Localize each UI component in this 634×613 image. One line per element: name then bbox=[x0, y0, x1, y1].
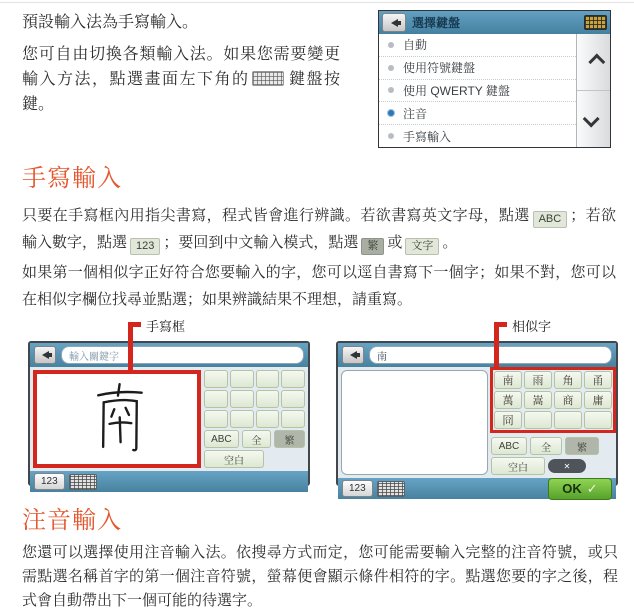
device-screenshot-handwriting bbox=[28, 341, 310, 486]
scroll-down-button[interactable] bbox=[577, 91, 610, 147]
keyboard-options-list bbox=[379, 34, 576, 147]
backspace-x-icon: ✕ bbox=[563, 461, 571, 471]
123-button-inline: 123 bbox=[130, 238, 160, 255]
intro-text-2b: 鍵盤按鍵。 bbox=[22, 71, 340, 113]
numeric-mode-button[interactable]: 123 bbox=[342, 480, 373, 497]
quan-mode-button[interactable]: 全 bbox=[242, 430, 271, 448]
chevron-down-icon bbox=[582, 111, 599, 128]
device-bottombar bbox=[338, 478, 616, 499]
keyboard-icon[interactable] bbox=[584, 15, 607, 30]
intro-text-1: 預設輸入法為手寫輸入。 bbox=[22, 14, 199, 31]
intro-paragraph-2 bbox=[22, 42, 340, 117]
radio-icon bbox=[388, 42, 394, 48]
handwriting-box[interactable] bbox=[33, 370, 201, 468]
candidate-cell[interactable] bbox=[281, 390, 305, 408]
dialog-title: 選擇鍵盤 bbox=[412, 16, 461, 30]
radio-icon bbox=[388, 87, 394, 93]
back-button[interactable] bbox=[342, 346, 364, 364]
candidate-cell[interactable] bbox=[204, 410, 228, 428]
back-button[interactable] bbox=[382, 13, 406, 32]
wenzi-button-inline: 文字 bbox=[405, 238, 439, 255]
candidate-cell[interactable] bbox=[230, 410, 254, 428]
candidate-grid bbox=[490, 367, 616, 433]
search-input[interactable]: 南 bbox=[369, 346, 612, 364]
option-zhuyin[interactable] bbox=[379, 102, 576, 125]
candidate-cell[interactable] bbox=[524, 411, 552, 429]
intro-paragraph-1 bbox=[22, 10, 340, 35]
candidate-cell[interactable]: 甬 bbox=[584, 371, 612, 389]
candidate-cell[interactable] bbox=[256, 370, 280, 388]
section-heading-zhuyin: 注音輸入 bbox=[22, 507, 122, 534]
numeric-mode-button[interactable]: 123 bbox=[34, 473, 65, 490]
candidate-cell[interactable] bbox=[554, 411, 582, 429]
candidate-cell[interactable] bbox=[230, 390, 254, 408]
callout-line bbox=[128, 322, 133, 370]
handwriting-paragraph-1: 只要在手寫框內用指尖書寫，程式皆會進行辨識。若欲書寫英文字母，點選 ABC ；若欲輸入數字，點選 123 ；要回到中文輸入模式，點選 繁 或 文字 。 bbox=[22, 203, 616, 257]
dialog-titlebar bbox=[379, 11, 610, 34]
candidate-cell[interactable]: 商 bbox=[554, 391, 582, 409]
device-body bbox=[338, 367, 616, 478]
scrollbar bbox=[576, 34, 610, 147]
candidate-cell[interactable] bbox=[256, 410, 280, 428]
abc-mode-button[interactable]: ABC bbox=[204, 430, 239, 448]
candidate-cell[interactable]: 萬 bbox=[494, 391, 522, 409]
candidate-cell[interactable] bbox=[281, 370, 305, 388]
candidate-cell[interactable] bbox=[204, 390, 228, 408]
handwriting-paragraph-2: 如果第一個相似字正好符合您要輸入的字，您可以逕自書寫下一個字；如果不對，您可以在相似字欄位找尋並點選；如果辨識結果不理想，請重寫。 bbox=[22, 265, 616, 308]
candidate-cell[interactable]: 嵩 bbox=[524, 391, 552, 409]
zhuyin-paragraph: 您還可以選擇使用注音輸入法。依搜尋方式而定，您可能需要輸入完整的注音符號，或只需點選名稱首字的第一個注音符號，螢幕便會顯示條件相符的字。點選您要的字之後，程式會自動帶出下一個可能的待選字。 bbox=[22, 545, 618, 609]
fan-button-inline: 繁 bbox=[361, 238, 384, 255]
device-bottombar bbox=[30, 471, 308, 492]
search-input[interactable]: 輸入關鍵字 bbox=[61, 346, 304, 364]
check-icon: ✓ bbox=[586, 480, 598, 496]
abc-mode-button[interactable]: ABC bbox=[491, 437, 527, 455]
keyboard-toggle-icon[interactable] bbox=[377, 481, 405, 497]
callout-label-handwriting-box: 手寫框 bbox=[146, 319, 186, 334]
back-button[interactable] bbox=[34, 346, 56, 364]
keyboard-toggle-icon[interactable] bbox=[69, 474, 97, 490]
device-body bbox=[30, 367, 308, 471]
space-button[interactable]: 空白 bbox=[204, 450, 264, 468]
scroll-up-button[interactable] bbox=[577, 34, 610, 91]
candidate-cell[interactable]: 雨 bbox=[524, 371, 552, 389]
radio-icon bbox=[388, 133, 394, 139]
device-screenshot-similar-chars bbox=[336, 341, 618, 496]
device-titlebar bbox=[30, 343, 308, 367]
candidate-cell[interactable]: 庸 bbox=[584, 391, 612, 409]
candidate-cell[interactable]: 南 bbox=[494, 371, 522, 389]
option-label: 使用 QWERTY 鍵盤 bbox=[403, 83, 510, 98]
callout-label-similar-chars: 相似字 bbox=[512, 319, 552, 334]
candidate-cell[interactable] bbox=[584, 411, 612, 429]
candidate-cell[interactable]: 角 bbox=[554, 371, 582, 389]
candidate-cell[interactable] bbox=[256, 390, 280, 408]
option-label: 使用符號鍵盤 bbox=[403, 61, 476, 76]
intro-text-2a: 您可自由切換各類輸入法。如果您需要變更輸入方法，點選畫面左下角的 bbox=[22, 46, 340, 88]
space-button[interactable]: 空白 bbox=[491, 457, 545, 475]
candidate-cell[interactable]: 冏 bbox=[494, 411, 522, 429]
ok-button[interactable]: OK ✓ bbox=[548, 478, 612, 500]
option-symbol-keyboard[interactable] bbox=[379, 57, 576, 80]
callout-line bbox=[494, 322, 499, 370]
candidate-cell[interactable] bbox=[281, 410, 305, 428]
candidate-cell[interactable] bbox=[204, 370, 228, 388]
fan-mode-button[interactable]: 繁 bbox=[565, 437, 599, 455]
quan-mode-button[interactable]: 全 bbox=[530, 437, 562, 455]
option-handwriting[interactable] bbox=[379, 125, 576, 147]
option-label: 注音 bbox=[403, 106, 428, 121]
handwritten-character-nan bbox=[74, 376, 166, 462]
device-titlebar bbox=[338, 343, 616, 367]
option-qwerty-keyboard[interactable] bbox=[379, 80, 576, 103]
option-label: 自動 bbox=[403, 38, 428, 53]
section-heading-handwriting: 手寫輸入 bbox=[22, 165, 122, 192]
radio-selected-icon bbox=[388, 110, 394, 116]
option-auto[interactable] bbox=[379, 34, 576, 57]
radio-icon bbox=[388, 65, 394, 71]
handwriting-box[interactable] bbox=[341, 370, 488, 475]
chevron-up-icon bbox=[588, 54, 605, 71]
abc-button-inline: ABC bbox=[533, 211, 568, 228]
candidate-panel bbox=[491, 370, 613, 475]
candidate-grid-empty bbox=[204, 370, 305, 428]
candidate-panel bbox=[204, 370, 305, 468]
candidate-cell[interactable] bbox=[230, 370, 254, 388]
select-keyboard-dialog bbox=[378, 10, 611, 148]
fan-mode-button[interactable]: 繁 bbox=[274, 430, 305, 448]
keyboard-icon bbox=[252, 71, 284, 86]
backspace-button[interactable] bbox=[548, 459, 586, 473]
option-label: 手寫輸入 bbox=[403, 129, 452, 144]
